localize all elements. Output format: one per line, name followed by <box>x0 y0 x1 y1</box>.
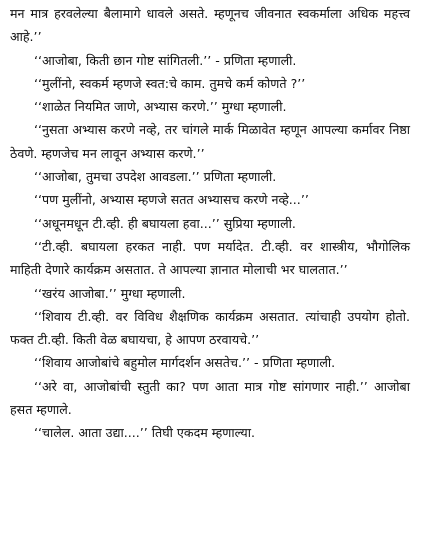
paragraph: ‘‘मुलींनो, स्वकर्म म्हणजे स्वत:चे काम. तुमचे कर्म कोणते ?’’ <box>34 75 306 91</box>
paragraph: ‘‘नुसता अभ्यास करणे नव्हे, तर चांगले मार्क मिळावेत म्हणून आपल्या कर्मावर निष्ठा ठेवणे. म्हणजेच मन लावून अभ्यास करणे.’’ <box>10 122 410 161</box>
paragraph: ‘‘शाळेत नियमित जाणे, अभ्यास करणे.’’ मुग्धा म्हणाली. <box>34 99 287 115</box>
paragraph: ‘‘शिवाय टी.व्ही. वर विविध शैक्षणिक कार्यक्रम असतात. त्यांचाही उपयोग होतो. फक्त टी.व्ही. किती वेळ बघायचा, हे आपण ठरवायचे.’’ <box>10 308 410 348</box>
paragraph: ‘‘चालेल. आता उद्या....’’ तिघी एकदम म्हणाल्या. <box>34 425 255 441</box>
paragraph: ‘‘टी.व्ही. बघायला हरकत नाही. पण मर्यादेत. टी.व्ही. वर शास्त्रीय, भौगोलिक माहिती देणारे कार्यक्रम असतात. ते आपल्या ज्ञानात मोलाची भर घालतात.’’ <box>10 238 410 278</box>
paragraph: ‘‘खरंय आजोबा.’’ मुग्धा म्हणाली. <box>34 285 186 301</box>
paragraph: ‘‘अधूनमधून टी.व्ही. ही बघायला हवा...’’ सुप्रिया म्हणाली. <box>34 215 296 231</box>
paragraph: ‘‘अरे वा, आजोबांची स्तुती का? पण आता मात्र गोष्ट सांगणार नाही.’’ आजोबा हसत म्हणाले. <box>10 378 410 418</box>
paragraph: ‘‘शिवाय आजोबांचे बहुमोल मार्गदर्शन असतेच.’’ - प्रणिता म्हणाली. <box>34 355 336 371</box>
paragraph: मन मात्र हरवलेल्या बैलामागे धावले असते. म्हणूनच जीवनात स्वकर्माला अधिक महत्त्व आहे.’’ <box>10 6 410 45</box>
paragraph: ‘‘आजोबा, तुमचा उपदेश आवडला.’’ प्रणिता म्हणाली. <box>34 169 277 185</box>
paragraph: ‘‘आजोबा, किती छान गोष्ट सांगितली.’’ - प्रणिता म्हणाली. <box>34 52 297 68</box>
paragraph: ‘‘पण मुलींनो, अभ्यास म्हणजे सतत अभ्यासच करणे नव्हे...’’ <box>34 192 309 208</box>
